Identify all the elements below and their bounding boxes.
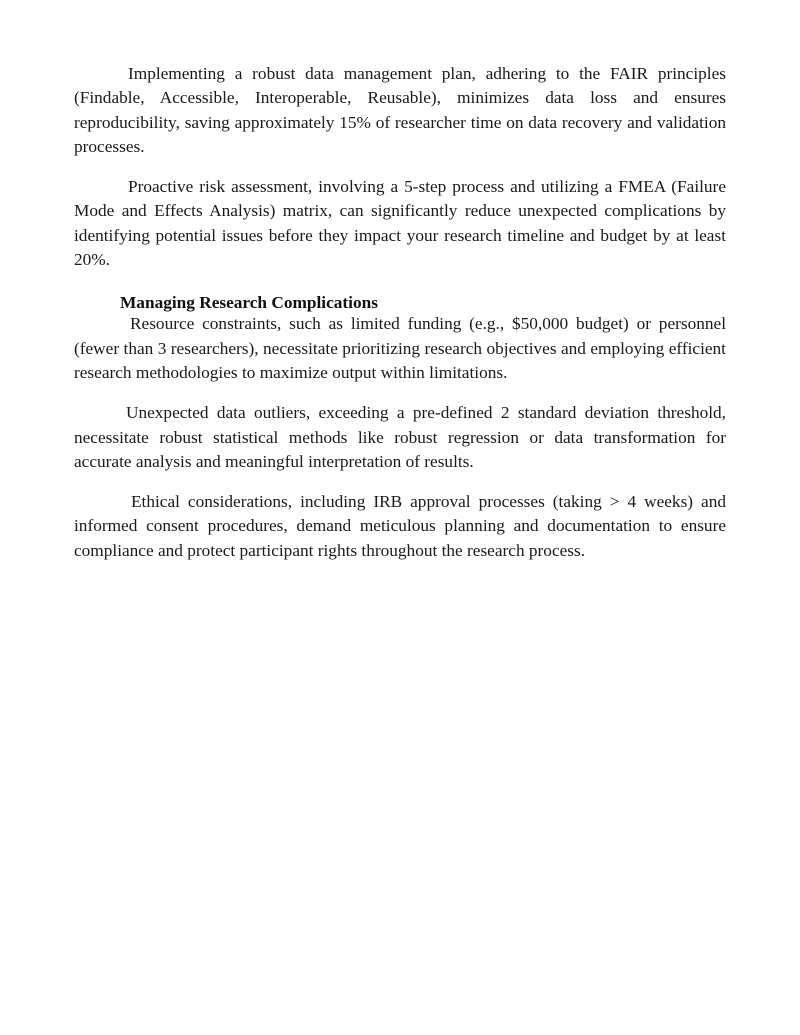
section-heading: Managing Research Complications [120, 293, 378, 313]
document-body [74, 62, 726, 563]
paragraph-risk-assessment: Proactive risk assessment, involving a 5-step process and utilizing a FMEA (Failure Mode and Effects Analysis) matrix, can significantly reduce unexpected complications by identifying potential issues before they impact your research timeline and budget by at least 20%. [74, 177, 726, 270]
paragraph-ethical-considerations: Ethical considerations, including IRB approval processes (taking > 4 weeks) and informed consent procedures, demand meticulous planning and documentation to ensure compliance and protect participant rights throughout the research process. [74, 492, 726, 560]
paragraph-resource-constraints: Resource constraints, such as limited funding (e.g., $50,000 budget) or personnel (fewer than 3 researchers), necessitate prioritizing research objectives and employing efficient research methodologies to maximize output within limitations. [74, 314, 726, 382]
paragraph-data-management: Implementing a robust data management plan, adhering to the FAIR principles (Findable, Accessible, Interoperable, Reusable), minimizes data loss and ensures reproducibility, saving approximately 15% of researcher time on data recovery and validation processes. [74, 64, 726, 156]
paragraph-data-outliers: Unexpected data outliers, exceeding a pre-defined 2 standard deviation threshold, necessitate robust statistical methods like robust regression or data transformation for accurate analysis and meaningful interpretation of results. [74, 403, 726, 471]
